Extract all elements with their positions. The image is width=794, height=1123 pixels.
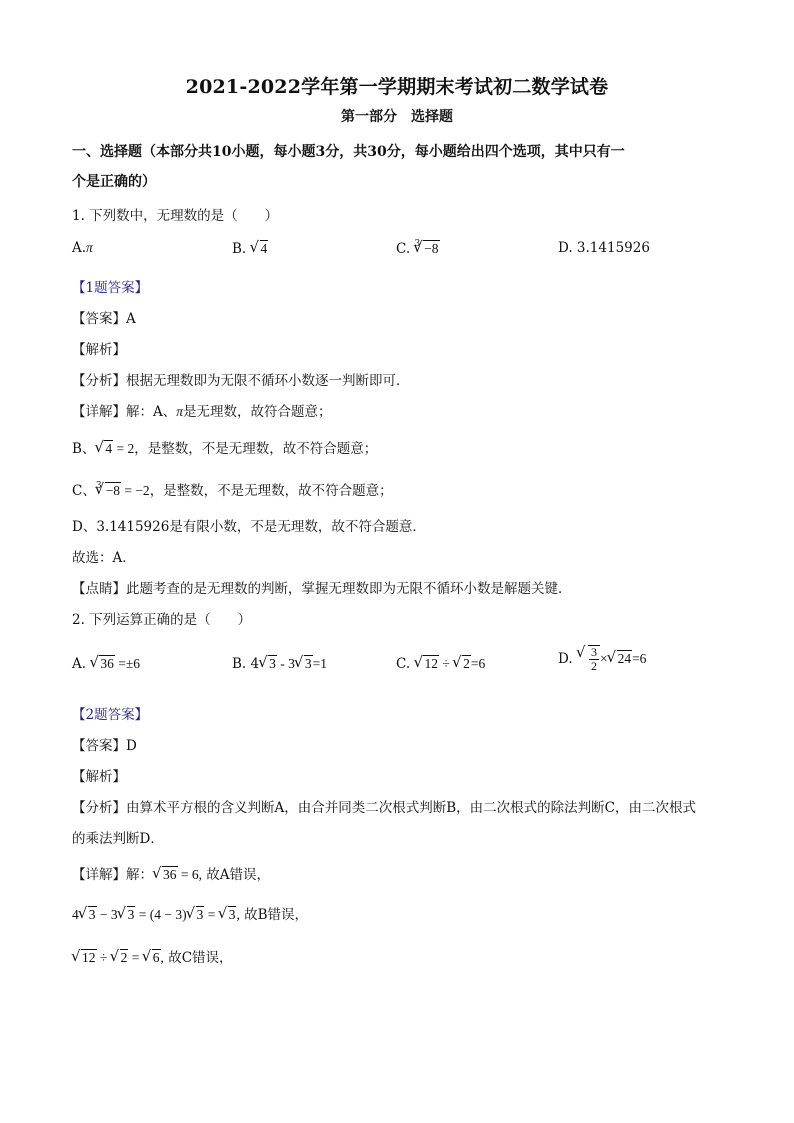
q2-option-c-rest: =6 — [470, 656, 486, 671]
q2-detail2-radicand1: 3 — [88, 907, 96, 922]
q2-detail2-suffix: 故B错误， — [239, 907, 309, 923]
q1-comment: 【点睛】此题考查的是无理数的判断，掌握无理数即为无限不循环小数是解题关键． — [72, 581, 572, 597]
q1-line-c-prefix: C、 — [72, 483, 96, 499]
q1-line-b-radicand: 4 — [105, 441, 113, 456]
page-title: 2021-2022学年第一学期期末考试初二数学试卷 — [185, 76, 609, 98]
q2-detail2-radicand3: 3 — [196, 907, 204, 922]
q1-stem: 1. 下列数中，无理数的是（ ） — [72, 208, 279, 224]
q2-option-d-denominator: 2 — [590, 659, 597, 673]
q2-option-d-rest: =6 — [632, 651, 647, 666]
q1-detail-suffix: 是无理数，故符合题意； — [183, 404, 332, 420]
q2-detail3-radicand1: 12 — [82, 950, 96, 965]
q2-analysis-tag: 【解析】 — [72, 769, 126, 785]
q2-analysis-line1: 【分析】由算术平方根的含义判断A，由合并同类二次根式判断B，由二次根式的除法判断C，由二次根式 — [72, 800, 696, 816]
q1-line-c-index: 3 — [95, 481, 102, 491]
q2-option-c-label: C. — [396, 656, 411, 672]
q2-detail1-suffix: 故A错误， — [202, 867, 271, 883]
q1-option-a — [72, 240, 93, 256]
q2-detail2-e: , — [236, 907, 240, 922]
q2-detail3-radicand2: 2 — [120, 950, 128, 965]
q1-line-c-suffix: ，是整数，不是无理数，故不符合题意； — [149, 483, 393, 499]
q1-option-b — [232, 240, 268, 257]
q2-detail1-eq: = 6, — [177, 867, 202, 882]
q2-detail3-c: , — [160, 950, 164, 965]
q1-line-d: D、3.1415926是有限小数，不是无理数，故不符合题意． — [72, 519, 426, 535]
section-heading-line2: 个是正确的） — [72, 174, 156, 190]
q2-option-d-label: D. — [558, 651, 573, 667]
q2-option-a-rest: =±6 — [114, 656, 140, 671]
q2-detail2-c: = (4 − 3) — [135, 907, 187, 922]
q1-answer: 【答案】A — [72, 311, 136, 327]
q2-option-c-radicand2: 2 — [463, 656, 470, 671]
q1-detail-prefix: 【详解】解：A、 — [72, 404, 177, 420]
q1-line-b-prefix: B、 — [72, 441, 96, 457]
q2-detail-line3 — [72, 946, 233, 966]
q2-option-b-radicand1: 3 — [269, 656, 276, 671]
q2-option-d-mid: × — [599, 651, 608, 666]
q2-option-a — [72, 655, 140, 672]
q2-option-b-radicand2: 3 — [304, 656, 312, 671]
q1-detail — [72, 400, 332, 420]
section-heading-line1: 一、选择题（本部分共10小题，每小题3分，共30分，每小题给出四个选项，其中只有一 — [72, 144, 625, 160]
q2-analysis-line2: 的乘法判断D． — [72, 831, 164, 847]
q2-option-d-radicand: 24 — [617, 651, 632, 666]
q2-detail2-d: = — [204, 907, 219, 922]
q1-option-c-radicand: −8 — [424, 241, 439, 256]
q1-detail-pi: π — [176, 404, 184, 419]
q2-option-b-rest: =1 — [312, 656, 327, 671]
q2-detail1-radicand: 36 — [163, 867, 177, 882]
q1-option-b-label: B. — [232, 241, 247, 257]
q2-option-c-radicand1: 12 — [424, 656, 438, 671]
part-title: 第一部分 选择题 — [341, 109, 453, 125]
q2-answer-tag: 【2题答案】 — [72, 707, 149, 723]
q2-option-b — [232, 655, 327, 672]
q2-answer: 【答案】D — [72, 738, 137, 754]
q1-line-b-eq: = 2 — [113, 441, 135, 456]
q2-detail2-a: 4 — [72, 907, 79, 922]
q1-line-b-suffix: ，是整数，不是无理数，故不符合题意； — [134, 441, 378, 457]
q1-option-a-label: A. — [72, 240, 87, 256]
q2-detail-line2 — [72, 903, 308, 923]
q1-option-b-radicand: 4 — [260, 241, 268, 256]
q1-option-c-label: C. — [396, 241, 411, 257]
q1-option-d: D. 3.1415926 — [558, 240, 650, 256]
q2-detail-line1 — [72, 863, 270, 883]
q2-option-b-label: B. 4 — [232, 656, 260, 672]
q1-choose: 故选：A． — [72, 550, 136, 566]
q2-detail3-a: ÷ — [96, 950, 111, 965]
q2-option-d-fraction — [589, 646, 599, 673]
q2-detail2-radicand4: 3 — [228, 907, 236, 922]
q1-option-c-index: 3 — [414, 239, 421, 249]
q2-detail1-prefix: 【详解】解： — [72, 867, 153, 883]
q2-option-d-numerator: √ 3 — [590, 645, 597, 659]
q2-option-c-mid: ÷ — [438, 656, 454, 671]
q2-option-b-mid: - 3 — [276, 656, 295, 671]
q2-detail3-suffix: 故C错误， — [163, 950, 233, 966]
q1-option-c — [396, 240, 440, 257]
q1-option-a-value: π — [86, 240, 93, 255]
q1-answer-tag: 【1题答案】 — [72, 280, 149, 296]
q1-line-c-radicand: −8 — [105, 483, 120, 498]
q2-detail3-b: = — [128, 950, 143, 965]
q2-stem: 2. 下列运算正确的是（ ） — [72, 612, 252, 628]
q1-analysis: 【分析】根据无理数即为无限不循环小数逐一判断即可． — [72, 373, 410, 389]
q1-analysis-tag: 【解析】 — [72, 342, 126, 358]
q2-option-c — [396, 655, 485, 672]
q1-line-c-eq: = −2 — [120, 483, 150, 498]
q1-line-b — [72, 437, 377, 457]
q1-line-c — [72, 479, 393, 499]
q2-detail2-b: − 3 — [96, 907, 118, 922]
q2-option-a-label: A. — [72, 656, 87, 672]
q2-option-d — [558, 645, 646, 673]
q2-detail2-radicand2: 3 — [127, 907, 135, 922]
q2-detail3-radicand3: 6 — [152, 950, 160, 965]
q2-option-a-radicand: 36 — [100, 656, 114, 671]
